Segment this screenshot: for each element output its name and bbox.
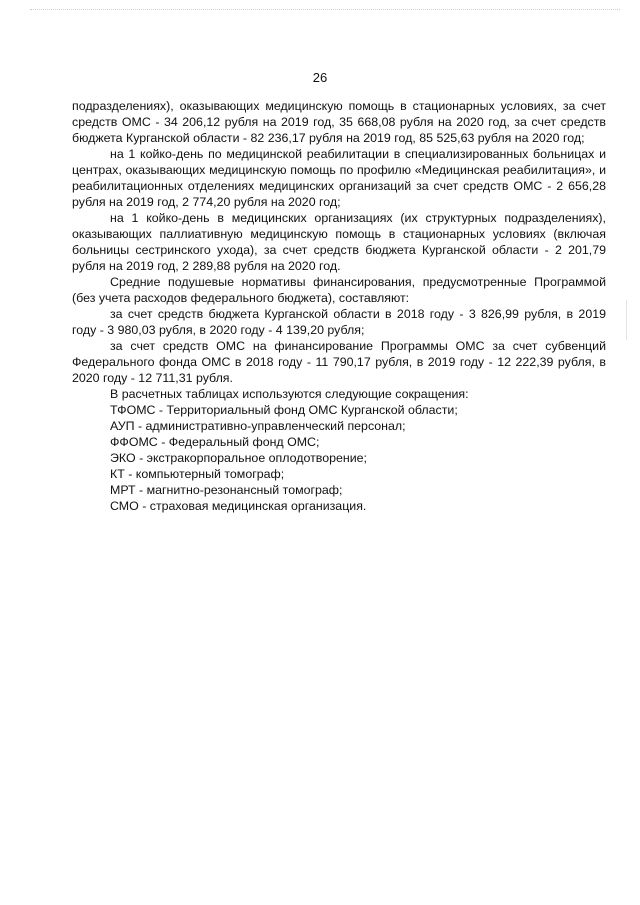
paragraph-abbreviations-intro: В расчетных таблицах используются следующие сокращения:	[110, 387, 469, 401]
abbreviation-item: КТ - компьютерный томограф;	[110, 467, 285, 481]
scan-artifact-right	[626, 300, 627, 340]
abbreviation-item: СМО - страховая медицинская организация.	[110, 499, 367, 513]
scan-artifact-top	[30, 9, 620, 11]
document-body	[72, 98, 606, 514]
abbreviation-item: АУП - административно-управленческий персонал;	[110, 419, 406, 433]
paragraph-oms-norm: за счет средств ОМС на финансирование Программы ОМС за счет субвенций Федерального фонда ОМС в 2018 году - 11 790,17 рубля, в 2019 году - 12 222,39 рубля, в 2020 году - 12 711,31 рубля.	[72, 339, 606, 385]
abbreviation-item: ФФОМС - Федеральный фонд ОМС;	[110, 435, 320, 449]
paragraph-continuation: подразделениях), оказывающих медицинскую помощь в стационарных условиях, за счет средств ОМС - 34 206,12 рубля на 2019 год, 35 668,08 рубля на 2020 год, за счет средств бюджета Курганской области - 82 236,17 рубля на 2019 год, 85 525,63 рубля на 2020 год;	[72, 99, 606, 145]
abbreviation-item: ТФОМС - Территориальный фонд ОМС Курганской области;	[110, 403, 458, 417]
paragraph-per-capita-intro: Средние подушевые нормативы финансирования, предусмотренные Программой (без учета расходов федерального бюджета), составляют:	[72, 275, 606, 305]
paragraph-palliative-norm: на 1 койко-день в медицинских организациях (их структурных подразделениях), оказывающих паллиативную медицинскую помощь в стационарных условиях (включая больницы сестринского ухода), за счет средств бюджета Курганской области - 2 201,79 рубля на 2019 год, 2 289,88 рубля на 2020 год.	[72, 211, 606, 273]
abbreviation-item: МРТ - магнитно-резонансный томограф;	[110, 483, 343, 497]
abbreviation-item: ЭКО - экстракорпоральное оплодотворение;	[110, 451, 367, 465]
page-number: 26	[312, 70, 328, 85]
paragraph-regional-budget-norm: за счет средств бюджета Курганской области в 2018 году - 3 826,99 рубля, в 2019 году - 3 980,03 рубля, в 2020 году - 4 139,20 рубля;	[72, 307, 606, 337]
paragraph-rehabilitation-norm: на 1 койко-день по медицинской реабилитации в специализированных больницах и центрах, оказывающих медицинскую помощь по профилю «Медицинская реабилитация», и реабилитационных отделениях медицинских организаций за счет средств ОМС - 2 656,28 рубля на 2019 год, 2 774,20 рубля на 2020 год;	[72, 147, 606, 209]
